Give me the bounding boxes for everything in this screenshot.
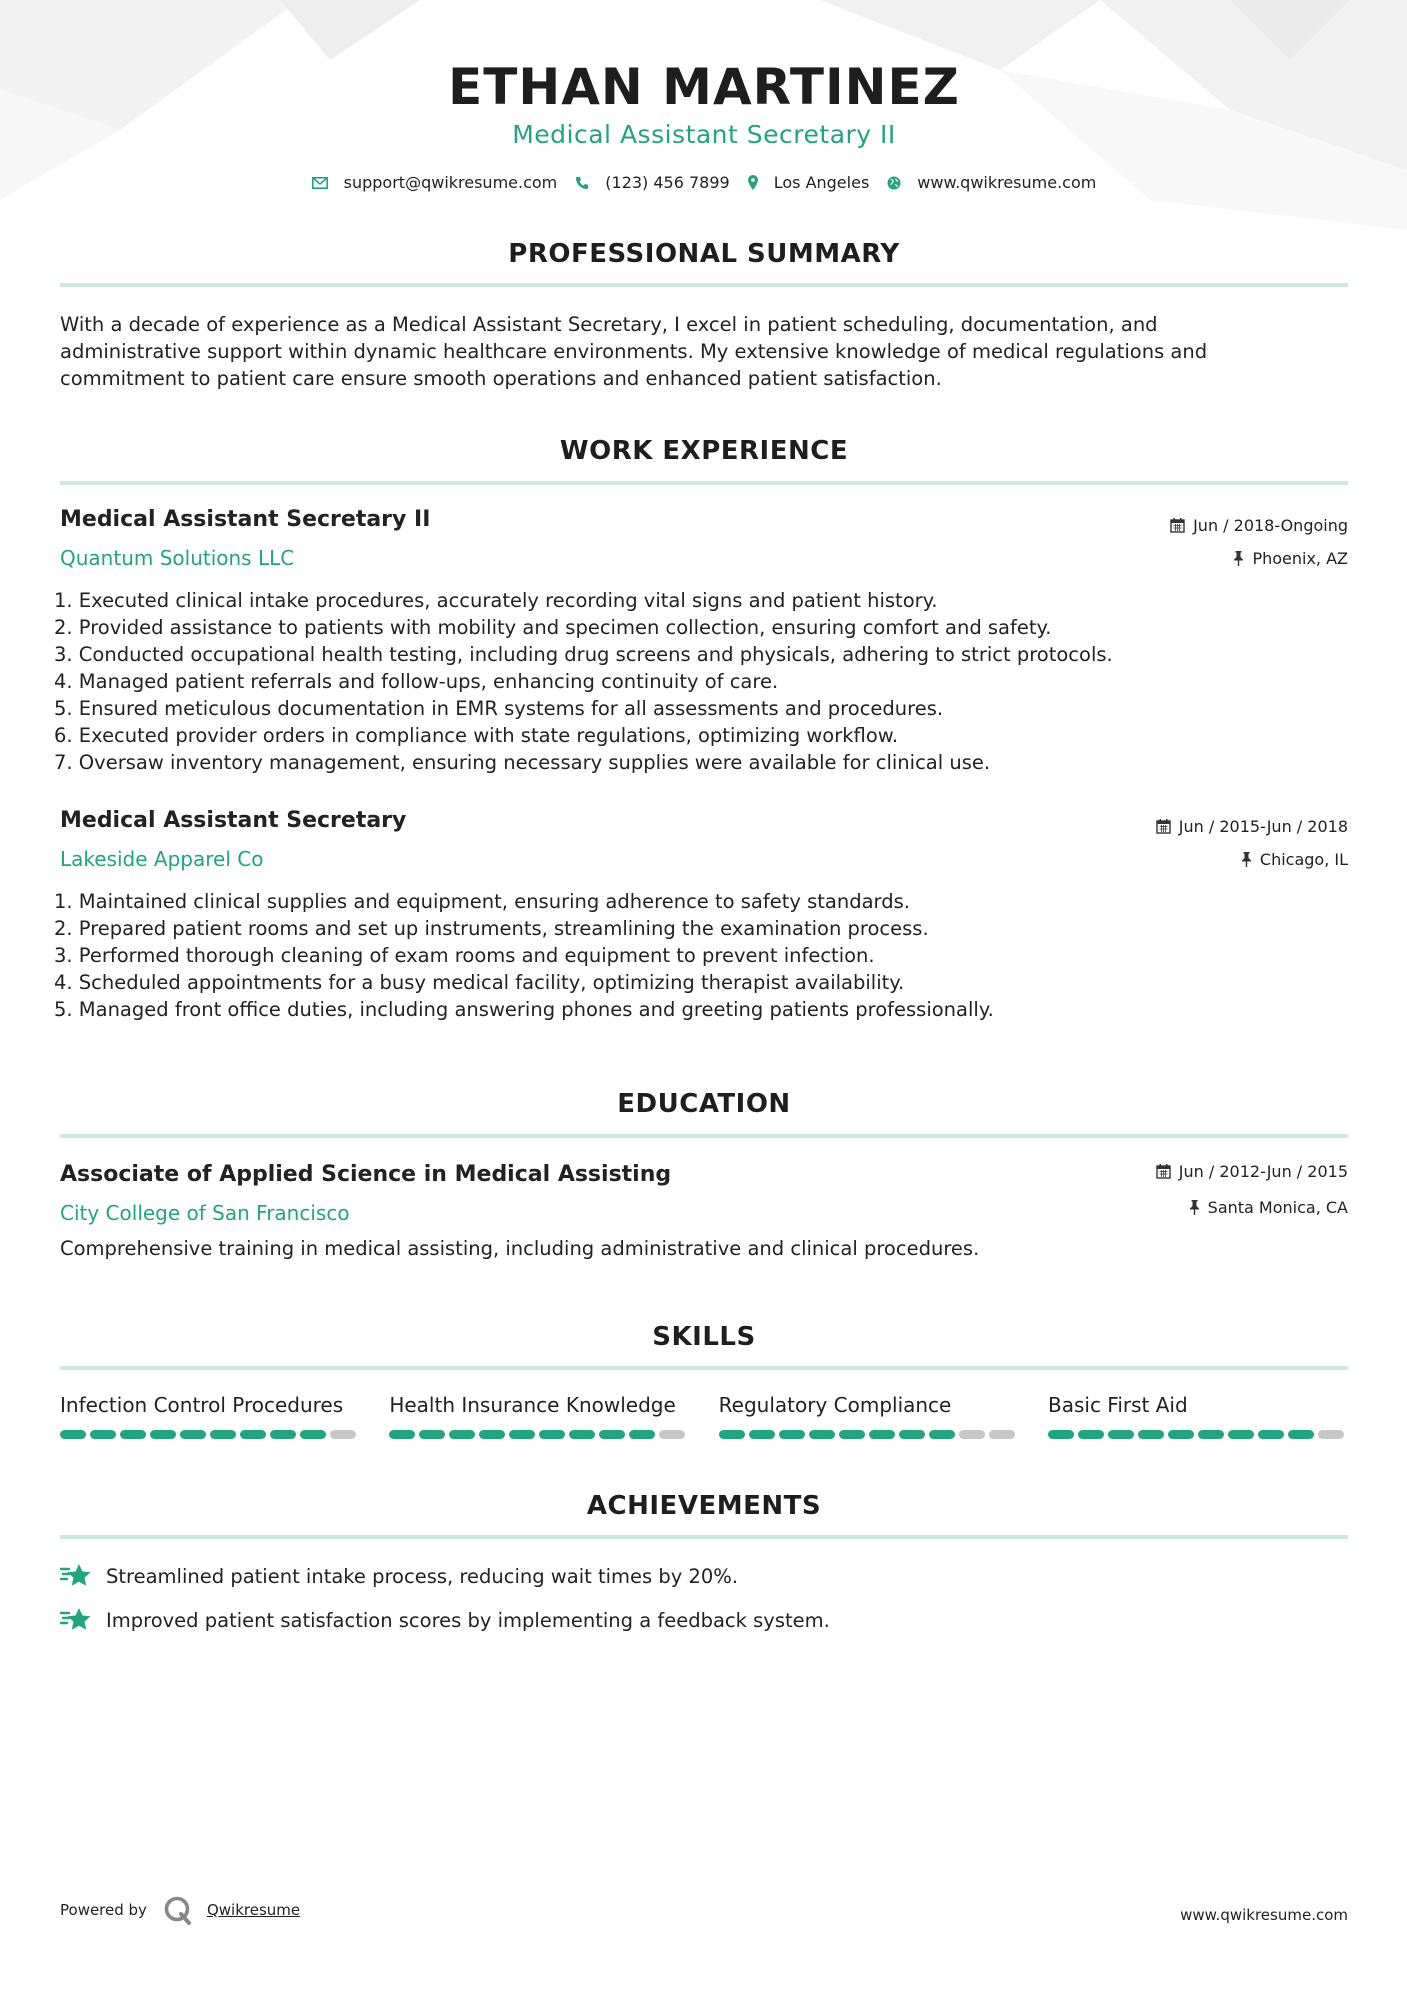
calendar-icon — [1170, 518, 1185, 533]
skill-segment-filled — [419, 1430, 445, 1439]
skill-segment-filled — [449, 1430, 475, 1439]
list-item: 7. Oversaw inventory management, ensuring necessary supplies were available for clinical use. — [54, 751, 991, 774]
list-item: 4. Scheduled appointments for a busy medical facility, optimizing therapist availability. — [54, 971, 905, 994]
skill-rating-bar — [60, 1430, 360, 1439]
phone-text: (123) 456 7899 — [605, 173, 730, 192]
skill-segment-filled — [869, 1430, 895, 1439]
star-icon — [60, 1563, 92, 1589]
skill-segment-empty — [659, 1430, 685, 1439]
skill-segment-filled — [1108, 1430, 1134, 1439]
list-item: 2. Provided assistance to patients with mobility and specimen collection, ensuring comfort and safety. — [54, 616, 1052, 639]
summary-line: administrative support within dynamic healthcare environments. My extensive knowledge of medical regulations and — [60, 340, 1208, 363]
skill-rating-bar — [389, 1430, 689, 1439]
skill-segment-filled — [389, 1430, 415, 1439]
education-dates — [1156, 1162, 1348, 1181]
skill-segment-filled — [509, 1430, 535, 1439]
list-item: 3. Performed thorough cleaning of exam rooms and equipment to prevent infection. — [54, 944, 875, 967]
contact-location — [748, 173, 870, 192]
skill-segment-filled — [300, 1430, 326, 1439]
list-item: 1. Maintained clinical supplies and equipment, ensuring adherence to safety standards. — [54, 890, 910, 913]
skill-segment-filled — [1198, 1430, 1224, 1439]
skill-segment-filled — [479, 1430, 505, 1439]
list-item: 1. Executed clinical intake procedures, accurately recording vital signs and patient history. — [54, 589, 938, 612]
summary-line: commitment to patient care ensure smooth operations and enhanced patient satisfaction. — [60, 367, 942, 390]
experience-divider — [60, 481, 1348, 485]
education-description: Comprehensive training in medical assisting, including administrative and clinical procedures. — [60, 1237, 980, 1260]
website-text: www.qwikresume.com — [917, 173, 1097, 192]
skills-list — [60, 1393, 1348, 1439]
skill-name: Basic First Aid — [1047, 1393, 1188, 1417]
summary-heading: PROFESSIONAL SUMMARY — [508, 239, 900, 269]
skill-segment-filled — [210, 1430, 236, 1439]
candidate-name: ETHAN MARTINEZ — [448, 58, 960, 116]
skill-segment-filled — [1048, 1430, 1074, 1439]
contact-phone[interactable] — [575, 173, 729, 192]
education-heading: EDUCATION — [617, 1089, 791, 1119]
skill-segment-filled — [120, 1430, 146, 1439]
list-item: 5. Ensured meticulous documentation in EMR systems for all assessments and procedures. — [54, 697, 944, 720]
skill-segment-filled — [1078, 1430, 1104, 1439]
phone-icon — [575, 176, 589, 190]
skill-rating-bar — [719, 1430, 1019, 1439]
email-text: support@qwikresume.com — [343, 173, 558, 192]
skill-segment-empty — [330, 1430, 356, 1439]
footer-powered-by — [60, 1895, 300, 1925]
powered-by-label: Powered by — [60, 1901, 147, 1919]
skill-segment-filled — [779, 1430, 805, 1439]
skill-name: Regulatory Compliance — [718, 1393, 952, 1417]
star-icon — [60, 1607, 92, 1633]
skill-name: Health Insurance Knowledge — [389, 1393, 676, 1417]
achievement-item — [60, 1607, 830, 1633]
skill-segment-filled — [929, 1430, 955, 1439]
education-degree: Associate of Applied Science in Medical Assisting — [60, 1162, 672, 1187]
skill-segment-filled — [1258, 1430, 1284, 1439]
pushpin-icon — [1233, 551, 1244, 566]
list-item: 6. Executed provider orders in compliance with state regulations, optimizing workflow. — [54, 724, 899, 747]
job-location — [1241, 850, 1348, 869]
education-divider — [60, 1134, 1348, 1138]
job-location-text: Chicago, IL — [1259, 850, 1348, 869]
list-item: 2. Prepared patient rooms and set up instruments, streamlining the examination process. — [54, 917, 929, 940]
skill-segment-filled — [60, 1430, 86, 1439]
skill-item — [389, 1393, 689, 1439]
skill-segment-filled — [1168, 1430, 1194, 1439]
map-marker-icon — [748, 175, 758, 190]
skill-segment-empty — [989, 1430, 1015, 1439]
list-item: 5. Managed front office duties, including answering phones and greeting patients professionally. — [54, 998, 994, 1021]
skill-segment-filled — [719, 1430, 745, 1439]
skill-segment-filled — [1138, 1430, 1164, 1439]
skill-segment-filled — [839, 1430, 865, 1439]
pushpin-icon — [1189, 1200, 1200, 1215]
calendar-icon — [1156, 819, 1171, 834]
skill-item — [719, 1393, 1019, 1439]
pushpin-icon — [1241, 852, 1252, 867]
experience-heading: WORK EXPERIENCE — [559, 436, 849, 466]
skill-segment-filled — [569, 1430, 595, 1439]
summary-divider — [60, 283, 1348, 287]
skills-heading: SKILLS — [652, 1322, 756, 1352]
summary-text — [60, 311, 1348, 392]
skill-segment-filled — [270, 1430, 296, 1439]
calendar-icon — [1156, 1164, 1171, 1179]
skill-segment-filled — [899, 1430, 925, 1439]
summary-line: With a decade of experience as a Medical Assistant Secretary, I excel in patient scheduling, documentation, and — [60, 313, 1158, 336]
job-bullet-list — [54, 587, 1348, 776]
job-title: Medical Assistant Secretary II — [60, 507, 431, 532]
skill-segment-filled — [749, 1430, 775, 1439]
skill-segment-filled — [240, 1430, 266, 1439]
skills-divider — [60, 1366, 1348, 1370]
education-location — [1189, 1198, 1348, 1217]
job-bullet-list — [54, 888, 1348, 1023]
qwikresume-link[interactable]: Qwikresume — [206, 1901, 301, 1919]
skill-segment-empty — [959, 1430, 985, 1439]
job-location — [1233, 549, 1348, 568]
skill-segment-filled — [180, 1430, 206, 1439]
list-item: 3. Conducted occupational health testing, including drug screens and physicals, adhering to strict protocols. — [54, 643, 1113, 666]
achievements-divider — [60, 1535, 1348, 1539]
education-location-text: Santa Monica, CA — [1207, 1198, 1348, 1217]
achievement-text: Streamlined patient intake process, reducing wait times by 20%. — [106, 1564, 739, 1588]
education-school: City College of San Francisco — [60, 1201, 350, 1225]
job-dates — [1156, 817, 1348, 836]
job-company: Lakeside Apparel Co — [60, 847, 264, 871]
education-dates-text: Jun / 2012-Jun / 2015 — [1178, 1162, 1348, 1181]
job-dates-text: Jun / 2015-Jun / 2018 — [1178, 817, 1348, 836]
job-dates — [1170, 516, 1348, 535]
job-dates-text: Jun / 2018-Ongoing — [1193, 516, 1348, 535]
footer-website[interactable]: www.qwikresume.com — [1180, 1906, 1348, 1924]
envelope-icon — [312, 177, 328, 189]
skill-segment-filled — [629, 1430, 655, 1439]
skill-segment-filled — [809, 1430, 835, 1439]
list-item: 4. Managed patient referrals and follow-ups, enhancing continuity of care. — [54, 670, 779, 693]
achievements-heading: ACHIEVEMENTS — [586, 1491, 822, 1521]
contact-website[interactable] — [887, 173, 1096, 192]
location-text: Los Angeles — [773, 173, 870, 192]
skill-item — [1048, 1393, 1348, 1439]
skill-segment-filled — [150, 1430, 176, 1439]
contact-bar — [60, 173, 1348, 192]
qwikresume-logo-icon — [163, 1895, 193, 1925]
achievement-item — [60, 1563, 738, 1589]
skill-rating-bar — [1048, 1430, 1348, 1439]
job-location-text: Phoenix, AZ — [1252, 549, 1348, 568]
skill-item — [60, 1393, 360, 1439]
skill-segment-empty — [1318, 1430, 1344, 1439]
job-company: Quantum Solutions LLC — [60, 546, 295, 570]
skill-name: Infection Control Procedures — [60, 1393, 344, 1417]
globe-icon — [887, 176, 901, 190]
skill-segment-filled — [90, 1430, 116, 1439]
achievement-text: Improved patient satisfaction scores by implementing a feedback system. — [106, 1608, 830, 1632]
candidate-title: Medical Assistant Secretary II — [512, 120, 896, 149]
contact-email[interactable] — [312, 173, 558, 192]
skill-segment-filled — [539, 1430, 565, 1439]
skill-segment-filled — [599, 1430, 625, 1439]
skill-segment-filled — [1288, 1430, 1314, 1439]
skill-segment-filled — [1228, 1430, 1254, 1439]
job-title: Medical Assistant Secretary — [60, 808, 407, 833]
